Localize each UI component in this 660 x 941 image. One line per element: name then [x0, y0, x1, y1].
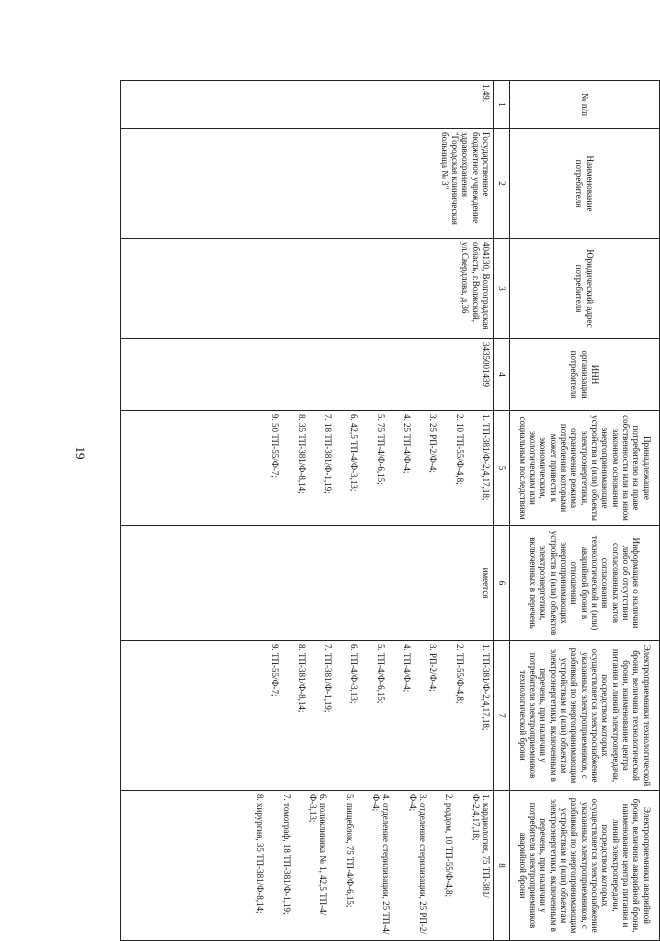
- consumer-inn: 3435001439: [121, 339, 494, 411]
- list-item: 4. отделение стерилизации, 25 ТП-4/Ф-4;: [370, 794, 392, 935]
- tech-reserve-cell: [121, 641, 494, 791]
- header-row: [510, 81, 660, 941]
- header-devices: Принадлежащие потребителю на праве собственности или на ином законном основании энергопринимающие устройства и (или) объекты электроэнергетики, ограничение режима потребления которыми может привести к экономическим, экологическим или социальным последствиям: [510, 411, 660, 526]
- list-item: 7. томограф, 18 ТП-381/Ф-1,19;: [281, 794, 292, 915]
- list-item: 2. 10 ТП-55/Ф-4,8;: [454, 414, 465, 485]
- column-number: 8: [494, 791, 510, 941]
- header-address: Юридический адрес потребителя: [510, 239, 660, 339]
- column-number-row: [494, 81, 510, 941]
- emergency-reserve-list: [255, 794, 491, 937]
- list-item: 1. ТП-381/Ф-2,4,17,18;: [481, 414, 491, 501]
- list-item: 8. хирургия, 35 ТП-381/Ф-8,14;: [255, 794, 266, 914]
- header-emergency-reserve: Электроприемники аварийной брони, величина аварийной брони, наименование центра питания и линий электропередачи, посредством которых осуществляется электроснабжение указанных электроприемников, с разбивкой по энергопринимающим устройствам и (или) объектам электроэнергетики, включенным в перечень, при наличии у потребителя электроприемников аварийной брони: [510, 791, 660, 941]
- list-item: 4. ТП-4/Ф-4;: [401, 644, 412, 693]
- column-number: 5: [494, 411, 510, 526]
- header-name: Наименование потребителя: [510, 129, 660, 239]
- consumer-address: 404130, Волгоградская область, г.Волжский, ул.Свердлова, д.36: [121, 239, 494, 339]
- list-item: 3. РП-2/Ф-4;: [428, 644, 439, 692]
- list-item: 6. поликлиника № 1, 42,5 ТП-4/Ф-3,13;: [307, 794, 329, 916]
- page-number: 19: [73, 446, 88, 460]
- column-number: 3: [494, 239, 510, 339]
- list-item: 2. ТП-55/Ф-4,8;: [454, 644, 465, 704]
- acts-info: имеется: [121, 526, 494, 641]
- column-number: 4: [494, 339, 510, 411]
- list-item: 2. роддом, 10 ТП-55/Ф-4,8;: [444, 794, 455, 898]
- list-item: 5. 75 ТП-4/Ф-6,15;: [375, 414, 386, 485]
- header-tech-reserve: Электроприемники технологической брони, величина технологической брони, наименование центра питания и линий электропередачи, посредством которых осуществляется электроснабжение указанных электроприемников, с разбивкой по энергопринимающим устройствам и (или) объектам электроэнергетики, включенным в перечень, при наличии у потребителя электроприемников технологической брони: [510, 641, 660, 791]
- list-item: 1. ТП-381/Ф-2,4,17,18;: [481, 644, 491, 731]
- column-number: 2: [494, 129, 510, 239]
- rotated-table-container: [120, 80, 660, 940]
- consumer-table: [120, 80, 660, 941]
- list-item: 5. ТП-4/Ф-6,15;: [375, 644, 386, 704]
- list-item: 8. ТП-381/Ф-8,14;: [296, 644, 307, 713]
- tech-reserve-list: [270, 644, 491, 787]
- emergency-reserve-cell: [121, 791, 494, 941]
- devices-cell: [121, 411, 494, 526]
- list-item: 7. ТП-381/Ф-1,19;: [322, 644, 333, 713]
- list-item: 1. кардиология, 75 ТП-381/Ф-2,4,17,18;: [470, 794, 491, 898]
- list-item: 6. 42,5 ТП-4/Ф-3,13;: [349, 414, 360, 492]
- column-number: 7: [494, 641, 510, 791]
- consumer-name: Государственное бюджетное учреждение здравоохранения "Городская клиническая больница № 3": [121, 129, 494, 239]
- devices-list: [270, 414, 491, 522]
- column-number: 6: [494, 526, 510, 641]
- list-item: 8. 35 ТП-381/Ф-8,14;: [296, 414, 307, 494]
- column-number: 1: [494, 81, 510, 129]
- header-acts: Информация о наличии либо об отсутствии согласованных актов согласования технологической и (или) аварийной брони в отношении энергопринимающих устройств и (или) объектов электроэнергетики, включенных в перечень: [510, 526, 660, 641]
- header-inn: ИНН организации потребителя: [510, 339, 660, 411]
- row-number: 1.49.: [121, 81, 494, 129]
- list-item: 9. ТП-55/Ф-7;: [270, 644, 281, 697]
- list-item: 9. 50 ТП-55/Ф-7;: [270, 414, 281, 478]
- list-item: 3. 25 РП-2/Ф-4;: [428, 414, 439, 473]
- list-item: 7. 18 ТП-381/Ф-1,19;: [322, 414, 333, 494]
- list-item: 4. 25 ТП-4/Ф-4;: [401, 414, 412, 474]
- list-item: 6. ТП-4/Ф-3,13;: [349, 644, 360, 704]
- header-number: № п/п: [510, 81, 660, 129]
- list-item: 3. отделение стерилизации, 25 РП-2/Ф-4;: [407, 794, 428, 934]
- table-row: [121, 81, 494, 941]
- list-item: 5. пищеблок, 75 ТП-4/Ф-6,15;: [344, 794, 355, 908]
